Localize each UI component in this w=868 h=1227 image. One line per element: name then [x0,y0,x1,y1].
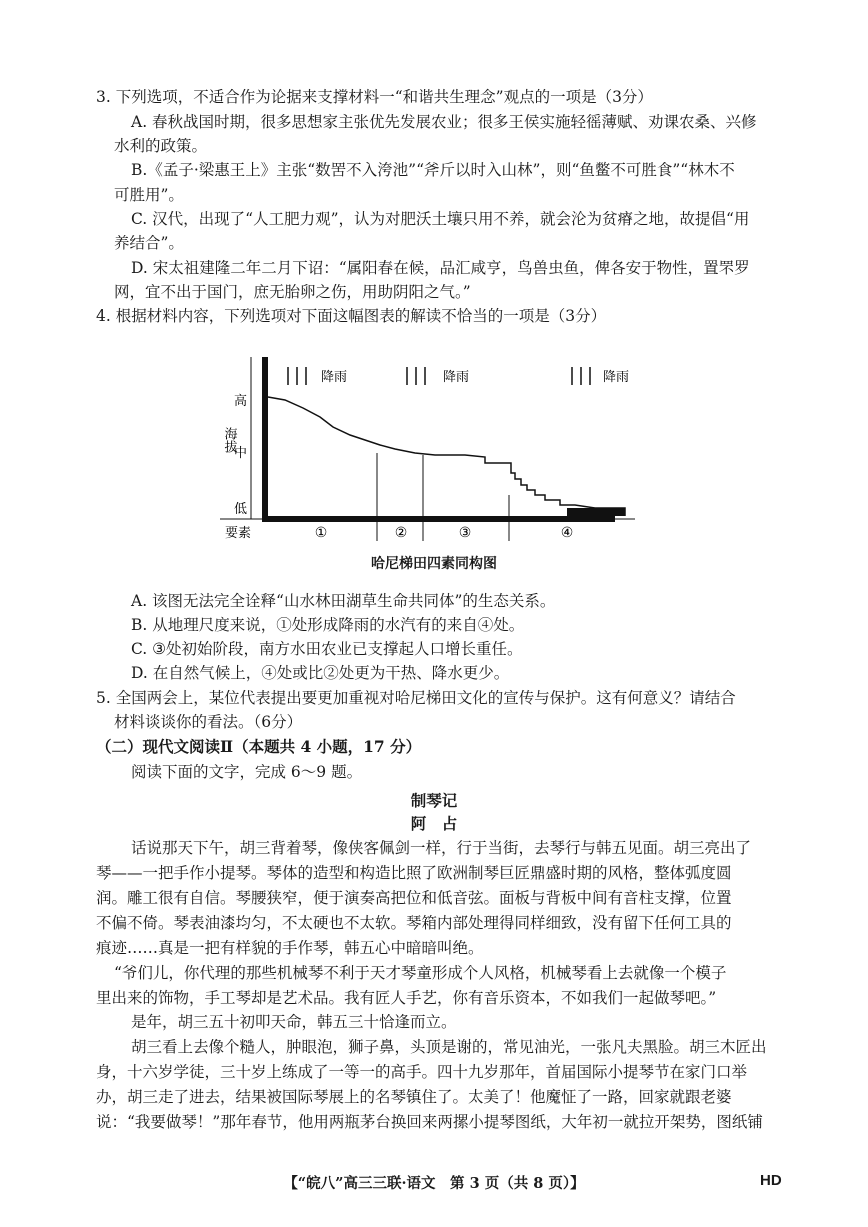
terrain-profile [268,397,625,516]
lake-block [567,508,625,516]
q3-stem: 3. 下列选项，不适合作为论据来支撑材料一“和谐共生理念”观点的一项是（3分） [96,88,653,106]
hani-terrace-diagram [215,345,635,545]
article-author: 阿 占 [410,814,458,833]
y-axis-bar [262,357,268,519]
section-heading: （二）现代文阅读Ⅱ（本题共 4 小题，17 分） [96,737,422,756]
q3-option-d: D. 宋太祖建隆二年二月下诏：“属阳春在候，品汇咸亨，鸟兽虫鱼，俾各安于物性，置罘罗 [131,259,750,277]
zone-2-label: ② [394,525,408,541]
q3-option-a: A. 春秋战国时期，很多思想家主张优先发展农业；很多王侯实施轻徭薄赋、劝课农桑、兴修 [131,113,757,131]
article-line: 是年，胡三五十初叩天命，韩五三十恰逢而立。 [131,1013,457,1031]
q5-stem-cont: 材料谈谈你的看法。（6分） [114,713,303,731]
rain-group-2 [407,367,469,385]
article-line: 说：“我要做琴！”那年春节，他用两瓶茅台换回来两摞小提琴图纸，大年初一就拉开架势，图纸铺 [96,1113,763,1131]
zone-1-label: ① [314,525,328,541]
q3-option-d-cont: 网，宜不出于国门，庶无胎卵之伤，用助阴阳之气。” [114,283,471,301]
zone-3-label: ③ [458,525,472,541]
article-line: 身，十六岁学徒，三十岁上练成了一等一的高手。四十九岁那年，首届国际小提琴节在家门口举 [96,1063,748,1081]
article-line: 润。雕工很有自信。琴腰狭窄，便于演奏高把位和低音弦。面板与背板中间有音柱支撑，位置 [96,889,732,907]
y-tick-low: 低 [233,502,247,517]
q4-option-b: B. 从地理尺度来说，①处形成降雨的水汽有的来自④处。 [131,616,525,634]
exam-code: HD [760,1172,782,1189]
section-instruction: 阅读下面的文字，完成 6～9 题。 [131,763,363,781]
article-line: 话说那天下午，胡三背着琴，像侠客佩剑一样，行于当街，去琴行与韩五见面。胡三亮出了 [131,839,752,857]
q4-option-d: D. 在自然气候上，④处或比②处更为干热、降水更少。 [131,664,510,682]
article-line: 不偏不倚。琴表油漆均匀，不太硬也不太软。琴箱内部处理得同样细致，没有留下任何工具的 [96,914,732,932]
q3-option-b: B.《孟子·梁惠王上》主张“数罟不入洿池”“斧斤以时入山林”，则“鱼鳖不可胜食”“林木不 [131,161,735,179]
rain-group-3 [572,367,629,385]
article-line: 琴——一把手作小提琴。琴体的造型和构造比照了欧洲制琴巨匠鼎盛时期的风格，整体弧度圆 [96,864,732,882]
q4-stem: 4. 根据材料内容，下列选项对下面这幅图表的解读不恰当的一项是（3分） [96,307,607,325]
q4-option-c: C. ③处初始阶段，南方水田农业已支撑起人口增长重任。 [131,640,523,658]
q3-option-c: C. 汉代，出现了“人工肥力观”，认为对肥沃土壤只用不养，就会沦为贫瘠之地，故提倡“用 [131,210,750,228]
y-tick-high: 高 [233,394,247,409]
article-line: 痕迹……真是一把有样貌的手作琴，韩五心中暗暗叫绝。 [96,939,484,957]
rain-label-2: 降雨 [443,370,470,385]
diagram-caption: 哈尼梯田四素同构图 [371,556,497,572]
article-line: 里出来的饰物，手工琴却是艺术品。我有匠人手艺，你有音乐资本，不如我们一起做琴吧。” [96,989,717,1007]
y-axis-label: 海拔 [221,427,237,453]
rain-label-3: 降雨 [603,370,630,385]
zone-4-label: ④ [560,525,574,541]
q4-option-a: A. 该图无法完全诠释“山水林田湖草生命共同体”的生态关系。 [131,592,556,610]
article-line: 胡三看上去像个糙人，肿眼泡，狮子鼻，头顶是谢的，常见油光，一张凡夫黑脸。胡三木匠出 [131,1038,767,1056]
q3-option-c-cont: 养结合”。 [114,234,184,252]
article-title: 制琴记 [410,791,458,810]
article-line: 办，胡三走了进去，结果被国际琴展上的名琴镇住了。太美了！他魔怔了一路，回家就跟老婆 [96,1088,732,1106]
x-row-label: 要素 [225,526,252,541]
page-footer: 【“皖八”高三三联·语文 第 3 页（共 8 页）】 [283,1175,585,1192]
q3-option-a-cont: 水利的政策。 [114,137,208,155]
rain-group-1 [288,367,347,385]
y-tick-mid: 中 [233,446,247,461]
q3-option-b-cont: 可胜用”。 [114,186,184,204]
article-line: “爷们儿，你代理的那些机械琴不利于天才琴童形成个人风格，机械琴看上去就像一个模子 [114,964,727,982]
q5-stem: 5. 全国两会上，某位代表提出要更加重视对哈尼梯田文化的宣传与保护。这有何意义？请结合 [96,689,736,707]
rain-label-1: 降雨 [321,370,348,385]
